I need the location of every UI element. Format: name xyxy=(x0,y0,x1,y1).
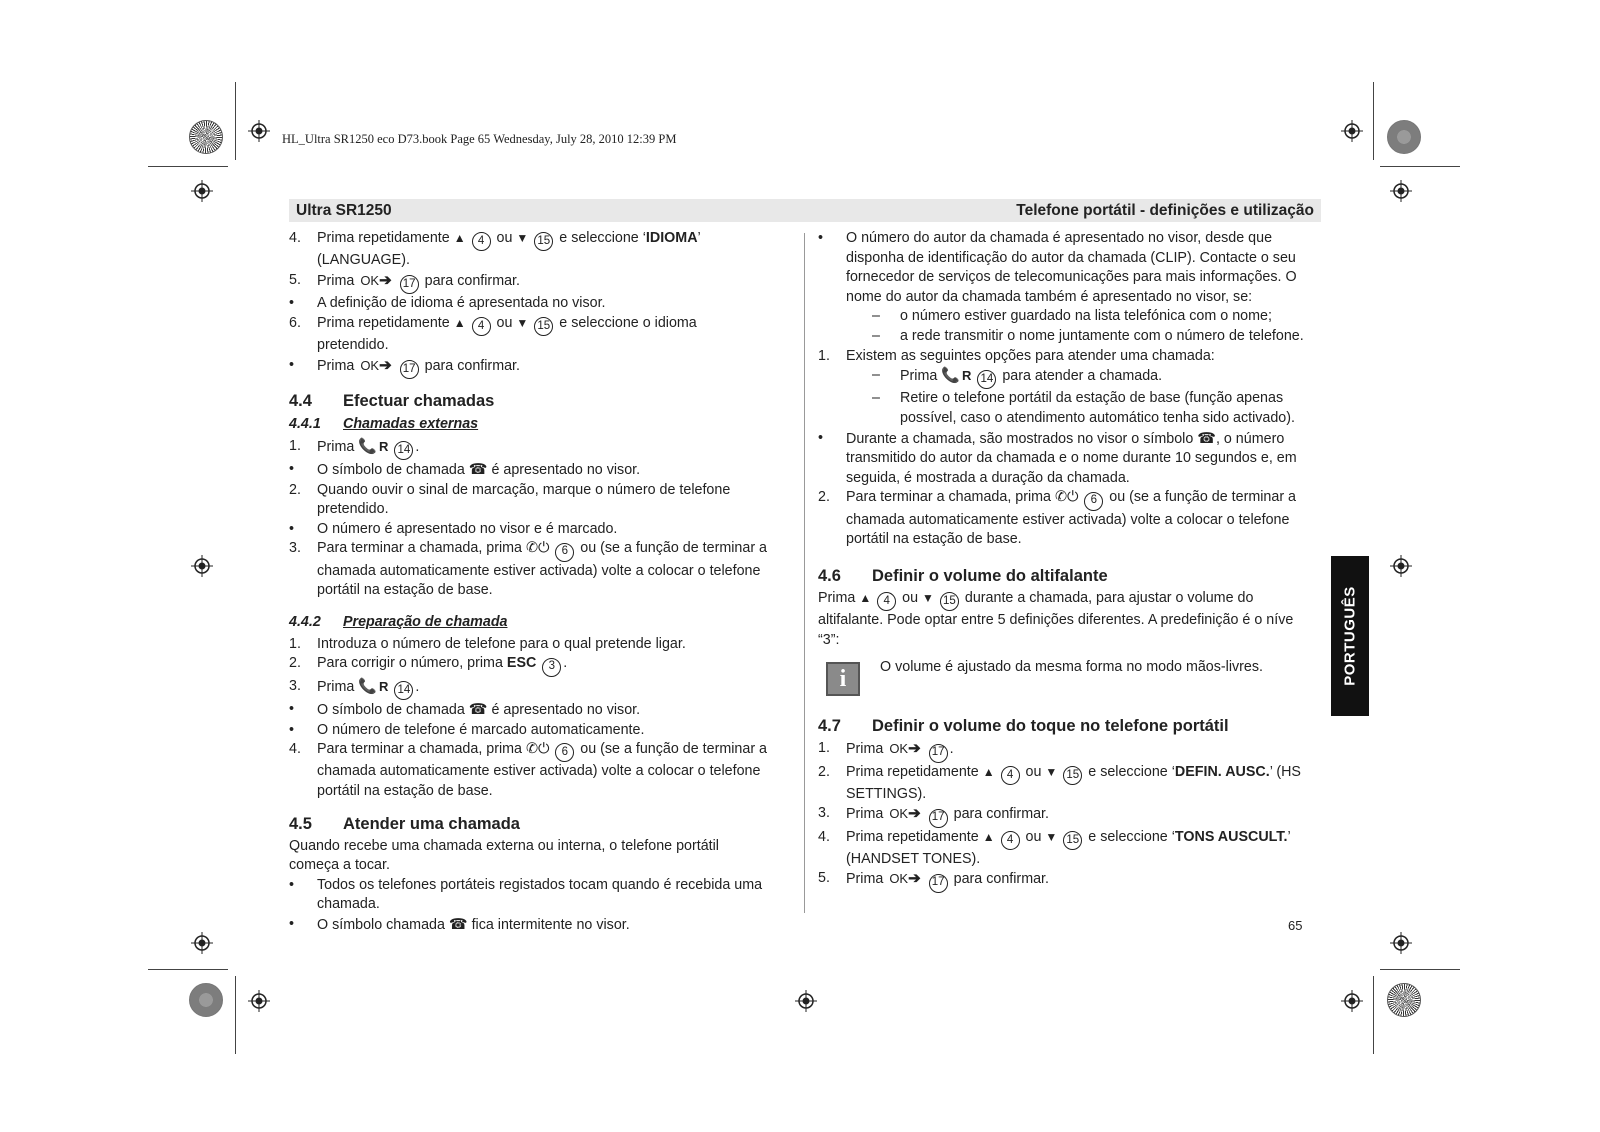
list-item: • Todos os telefones portáteis registados tocam quando é recebida uma chamada. xyxy=(289,876,763,913)
registration-mark-icon xyxy=(191,180,213,202)
list-item: 5. Prima OK➔ 17 para confirmar. xyxy=(289,271,771,294)
crop-mark xyxy=(1380,969,1460,970)
crop-mark xyxy=(235,976,236,1054)
crop-mark xyxy=(235,82,236,160)
header-product: Ultra SR1250 xyxy=(296,202,392,219)
list-item: 2. Prima repetidamente ▲ 4 ou ▼ 15 e seleccione ‘DEFIN. AUSC.’ (HS SETTINGS). xyxy=(818,763,1301,802)
section-heading: 4.5 Atender uma chamada xyxy=(289,814,520,833)
handset-icon: 📞 xyxy=(941,367,960,385)
ok-arrow-icon: OK➔ xyxy=(360,356,392,374)
crop-mark xyxy=(1380,166,1460,167)
ok-arrow-icon: OK➔ xyxy=(889,740,921,758)
call-active-icon: ☎ xyxy=(448,915,468,933)
list-item: • O símbolo chamada ☎ fica intermitente no visor. xyxy=(289,915,630,933)
note-text: O volume é ajustado da mesma forma no modo mãos-livres. xyxy=(880,659,1264,676)
list-item: 4. Prima repetidamente ▲ 4 ou ▼ 15 e seleccione ‘IDIOMA’ (LANGUAGE). xyxy=(289,230,701,269)
list-item: 1. Prima OK➔ 17 . xyxy=(818,739,1318,762)
ok-arrow-icon: OK➔ xyxy=(889,870,921,888)
list-item: 4. Para terminar a chamada, prima ✆⏻ 6 ou (se a função de terminar a chamada automaticamente estiver activada) volte a colocar o telefone portátil na estação de base. xyxy=(289,741,767,799)
sub-list-item: – a rede transmitir o nome juntamente com o número de telefone. xyxy=(872,327,1304,344)
subsection-heading: 4.4.2 Preparação de chamada xyxy=(289,613,508,630)
section-heading: 4.6 Definir o volume do altifalante xyxy=(818,566,1108,585)
subsection-heading: 4.4.1 Chamadas externas xyxy=(289,415,479,432)
r-key-icon: R xyxy=(962,368,972,384)
list-item: • Prima OK➔ 17 para confirmar. xyxy=(289,356,771,379)
call-active-icon: ☎ xyxy=(468,700,488,718)
registration-mark-icon xyxy=(1390,932,1412,954)
registration-mark-icon xyxy=(191,555,213,577)
section-heading: 4.4 Efectuar chamadas xyxy=(289,391,495,410)
list-item: 3. Para terminar a chamada, prima ✆⏻ 6 ou (se a função de terminar a chamada automaticamente estiver activada) volte a colocar o telefone portátil na estação de base. xyxy=(289,540,767,599)
sub-list-item: – Prima 📞 R 14 para atender a chamada. xyxy=(818,366,1318,389)
list-item: 2. Quando ouvir o sinal de marcação, marque o número de telefone pretendido. xyxy=(289,481,731,518)
call-active-icon: ☎ xyxy=(1197,429,1216,447)
handset-icon: 📞 xyxy=(358,437,377,455)
list-item: 1. Existem as seguintes opções para atender uma chamada: xyxy=(818,347,1215,364)
gray-disc-icon xyxy=(189,983,223,1017)
starburst-mark-icon xyxy=(1387,983,1421,1017)
header-chapter: Telefone portátil - definições e utilização xyxy=(1016,202,1314,219)
list-item: • Durante a chamada, são mostrados no visor o símbolo ☎, o número transmitido do autor da chamada e o nome durante 10 segundos e, em seguida, é mostrada a duração da chamada. xyxy=(818,429,1297,486)
call-active-icon: ☎ xyxy=(468,461,488,479)
list-item: 1. Prima 📞 R 14 . xyxy=(289,437,771,460)
crop-mark xyxy=(148,166,228,167)
handset-icon: 📞 xyxy=(358,677,377,695)
list-item: 2. Para terminar a chamada, prima ✆⏻ 6 ou (se a função de terminar a chamada automaticamente estiver activada) volte a colocar o telefone portátil na estação de base. xyxy=(818,489,1296,548)
column-divider xyxy=(804,233,805,913)
list-item: • O número do autor da chamada é apresentado no visor, desde que disponha de identificação do autor da chamada (CLIP). Contacte o seu fornecedor de serviços de telecomunicações para mais informações. O nome do autor da chamada também é apresentado no visor, se: xyxy=(818,230,1297,305)
starburst-mark-icon xyxy=(189,120,223,154)
list-item: 4. Prima repetidamente ▲ 4 ou ▼ 15 e seleccione ‘TONS AUSCULT.’ (HANDSET TONES). xyxy=(818,828,1291,867)
crop-mark xyxy=(1373,82,1374,160)
right-column xyxy=(818,229,1318,893)
registration-mark-icon xyxy=(1341,120,1363,142)
list-item: 3. Prima OK➔ 17 para confirmar. xyxy=(818,804,1318,827)
registration-mark-icon xyxy=(1390,180,1412,202)
registration-mark-icon xyxy=(1390,555,1412,577)
language-tab: PORTUGUÊS xyxy=(1331,556,1369,716)
r-key-icon: R xyxy=(379,438,389,454)
list-item: • O símbolo de chamada ☎ é apresentado no visor. xyxy=(289,461,641,479)
list-item: 1. Introduza o número de telefone para o qual pretende ligar. xyxy=(289,635,686,652)
registration-mark-icon xyxy=(248,990,270,1012)
list-item: 3. Prima 📞 R 14 . xyxy=(289,677,771,700)
list-item: 6. Prima repetidamente ▲ 4 ou ▼ 15 e seleccione o idioma pretendido. xyxy=(289,314,697,353)
info-note xyxy=(818,658,1318,704)
left-column xyxy=(289,229,771,936)
registration-mark-icon xyxy=(248,120,270,142)
sub-list-item: – Retire o telefone portátil da estação de base (função apenas possível, caso o atendimento automático tenha sido activado). xyxy=(872,390,1295,426)
r-key-icon: R xyxy=(379,678,389,694)
crop-mark xyxy=(1373,976,1374,1054)
section-heading: 4.7 Definir o volume do toque no telefone portátil xyxy=(818,717,1229,736)
ok-arrow-icon: OK➔ xyxy=(889,805,921,823)
page-number: 65 xyxy=(1288,918,1303,933)
list-item: 5. Prima OK➔ 17 para confirmar. xyxy=(818,869,1318,892)
gray-disc-icon xyxy=(1387,120,1421,154)
page-header xyxy=(289,199,1321,222)
hangup-power-icon: ✆⏻ xyxy=(525,540,550,557)
info-icon: i xyxy=(826,662,860,696)
book-info-line: HL_Ultra SR1250 eco D73.book Page 65 Wednesday, July 28, 2010 12:39 PM xyxy=(282,132,677,146)
sub-list-item: – o número estiver guardado na lista telefónica com o nome; xyxy=(872,308,1272,325)
hangup-power-icon: ✆⏻ xyxy=(1054,489,1079,506)
list-item: 2. Para corrigir o número, prima ESC 3 . xyxy=(289,654,771,676)
ok-arrow-icon: OK➔ xyxy=(360,271,392,289)
list-item: • O número é apresentado no visor e é marcado. xyxy=(289,520,618,537)
paragraph: Prima ▲ 4 ou ▼ 15 durante a chamada, para ajustar o volume do altifalante. Pode optar entre 5 definições diferentes. A predefinição é o níve “3”: xyxy=(818,589,1294,648)
hangup-power-icon: ✆⏻ xyxy=(525,741,550,758)
list-item: • O número de telefone é marcado automaticamente. xyxy=(289,721,645,738)
crop-mark xyxy=(148,969,228,970)
registration-mark-icon xyxy=(1341,990,1363,1012)
registration-mark-icon xyxy=(795,990,817,1012)
list-item: • A definição de idioma é apresentada no visor. xyxy=(289,295,606,312)
registration-mark-icon xyxy=(191,932,213,954)
list-item: • O símbolo de chamada ☎ é apresentado no visor. xyxy=(289,700,641,718)
section-intro: Quando recebe uma chamada externa ou interna, o telefone portátil começa a tocar. xyxy=(289,837,719,874)
